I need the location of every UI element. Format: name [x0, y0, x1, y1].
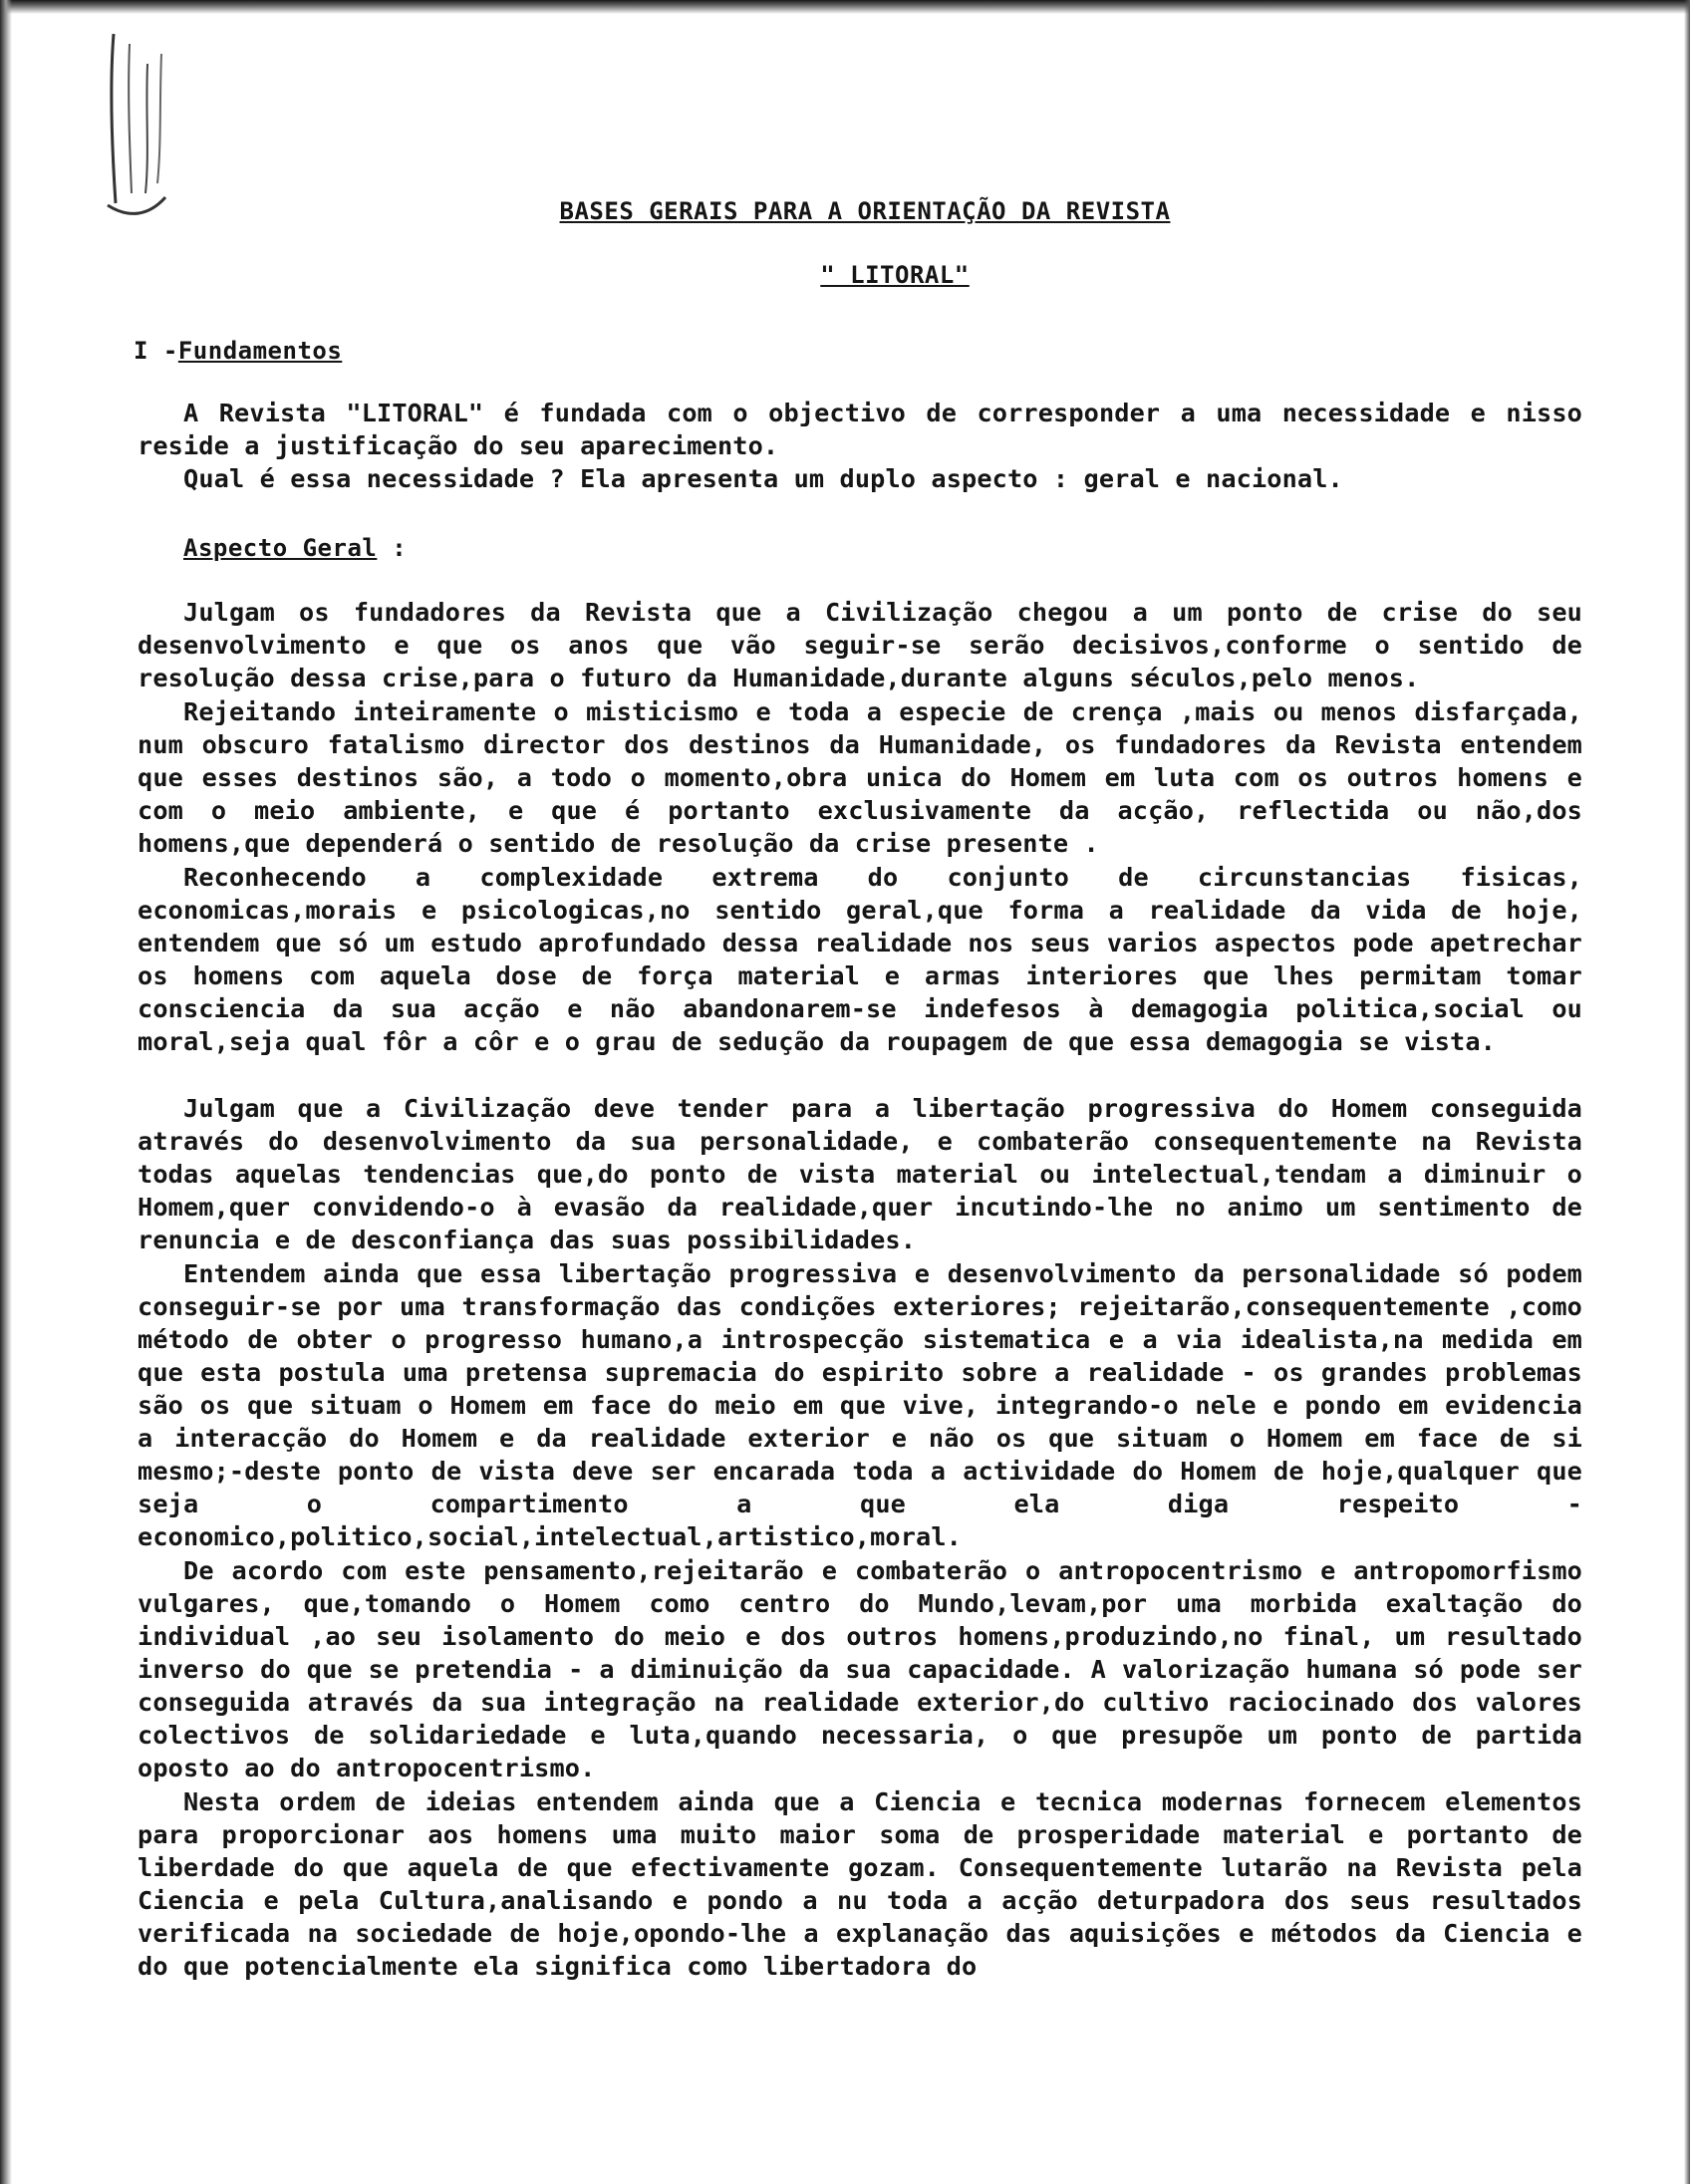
scan-edge-right [1684, 0, 1690, 2184]
subsection-colon: : [377, 534, 408, 562]
intro-paragraph: A Revista "LITORAL" é fundada com o objectivo de corresponder a uma necessidade e nisso reside a justificação do seu aparecimento. [138, 399, 1582, 460]
section-title: Fundamentos [177, 337, 343, 365]
subsection-title: Aspecto Geral [183, 534, 378, 562]
body-paragraph: Entendem ainda que essa libertação progressiva e desenvolvimento da personalidade só podem conseguir-se por uma transformação das condições exteriores; rejeitarão,consequentemente ,como método de obter o progresso humano,a introspecção sistematica e a via idealista,na medida em que esta postula uma pretensa supremacia do espirito sobre a realidade - os grandes problemas são os que situam o Homem em face do meio em que vive, integrando-o nele e pondo em evidencia a interacção do Homem e da realidade exterior e não os que situam o Homem em face de si mesmo;-deste ponto de vista deve ser encarada toda a actividade do Homem de hoje,qualquer que seja o compartimento a que ela diga respeito - economico,politico,social,intelectual,artistico,moral. [138, 1259, 1582, 1551]
body-paragraph: Julgam os fundadores da Revista que a Civilização chegou a um ponto de crise do seu desenvolvimento e que os anos que vão seguir-se serão decisivos,conforme o sentido de resolução dessa crise,para o futuro da Humanidade,durante alguns séculos,pelo menos. [138, 598, 1582, 692]
section-heading [134, 337, 342, 365]
scan-edge-top [0, 0, 1690, 14]
body-paragraph: Nesta ordem de ideias entendem ainda que a Ciencia e tecnica modernas fornecem elementos para proporcionar aos homens uma muito maior soma de prosperidade material e portanto de liberdade do que aquela de que efectivamente gozam. Consequentemente lutarão na Revista pela Ciencia e pela Cultura,analisando e pondo a nu toda a acção deturpadora dos seus resultados verificada na sociedade de hoje,opondo-lhe a explanação das aquisições e métodos da Ciencia e do que potencialmente ela significa como libertadora do [138, 1787, 1582, 1981]
binding-staple-marks [100, 24, 199, 223]
subsection-heading [183, 534, 407, 562]
document-title: BASES GERAIS PARA A ORIENTAÇÃO DA REVISTA [559, 197, 1171, 225]
section-number: I - [134, 337, 178, 365]
body-paragraph: Rejeitando inteiramente o misticismo e toda a especie de crença ,mais ou menos disfarçada, num obscuro fatalismo director dos destinos da Humanidade, os fundadores da Revista entendem que esses destinos são, a todo o momento,obra unica do Homem em luta com os outros homens e com o meio ambiente, e que é portanto exclusivamente da acção, reflectida ou não,dos homens,que dependerá o sentido de resolução da crise presente . [138, 697, 1582, 858]
document-subtitle: " LITORAL" [820, 261, 970, 289]
intro-paragraph: Qual é essa necessidade ? Ela apresenta um duplo aspecto : geral e nacional. [183, 464, 1343, 493]
scan-edge-left [0, 0, 12, 2184]
body-paragraph: De acordo com este pensamento,rejeitarão e combaterão o antropocentrismo e antropomorfismo vulgares, que,tomando o Homem como centro do Mundo,levam,por uma morbida exaltação do individual ,ao seu isolamento do meio e dos outros homens,produzindo,no final, um resultado inverso do que se pretendia - a diminuição da sua capacidade. A valorização humana só pode ser conseguida através da sua integração na realidade exterior,do cultivo raciocinado dos valores colectivos de solidariedade e luta,quando necessaria, o que presupõe um ponto de partida oposto ao do antropocentrismo. [138, 1556, 1582, 1782]
body-paragraph: Julgam que a Civilização deve tender para a libertação progressiva do Homem conseguida através do desenvolvimento da sua personalidade, e combaterão consequentemente na Revista todas aquelas tendencias que,do ponto de vista material ou intelectual,tendam a diminuir o Homem,quer convidendo-o à evasão da realidade,quer incutindo-lhe no animo um sentimento de renuncia e de desconfiança das suas possibilidades. [138, 1094, 1582, 1254]
body-paragraph: Reconhecendo a complexidade extrema do conjunto de circunstancias fisicas, economicas,morais e psicologicas,no sentido geral,que forma a realidade da vida de hoje, entendem que só um estudo aprofundado dessa realidade nos seus varios aspectos pode apetrechar os homens com aquela dose de força material e armas interiores que lhes permitam tomar consciencia da sua acção e não abandonarem-se indefesos à demagogia politica,social ou moral,seja qual fôr a côr e o grau de sedução da roupagem de que essa demagogia se vista. [138, 863, 1582, 1056]
